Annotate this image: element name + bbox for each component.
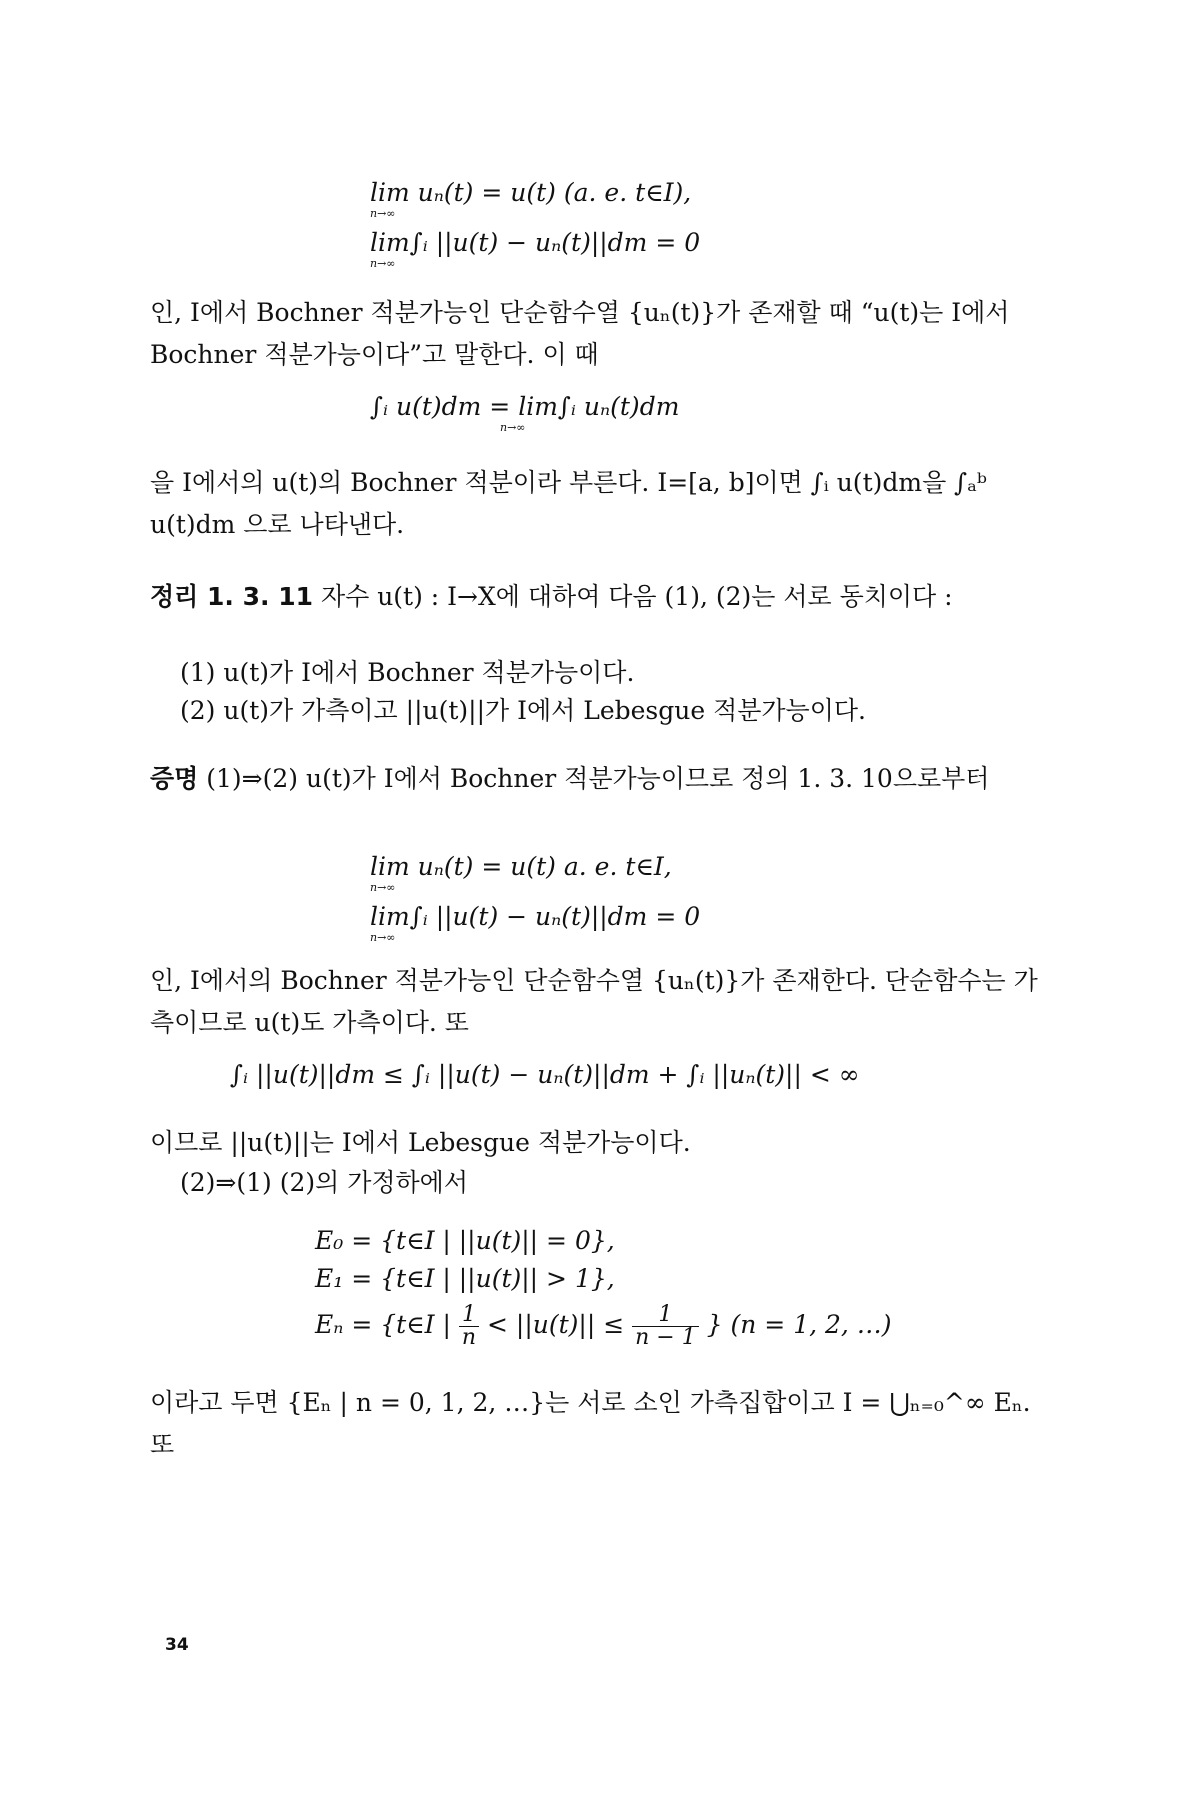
equation-line: lim∫ᵢ ||u(t) − uₙ(t)||dm = 0 bbox=[370, 902, 701, 931]
proof-text: (1)⇒(2) u(t)가 I에서 Bochner 적분가능이므로 정의 1. 3. 10으로부터 bbox=[206, 764, 990, 793]
equation-subscript: n→∞ bbox=[500, 421, 526, 434]
equation-inequality: ∫ᵢ ||u(t)||dm ≤ ∫ᵢ ||u(t) − uₙ(t)||dm + ∫ᵢ ||uₙ(t)|| < ∞ bbox=[230, 1060, 860, 1089]
fraction-1-over-n-minus-1 bbox=[632, 1304, 699, 1349]
equation-subscript: n→∞ bbox=[370, 881, 396, 894]
theorem-statement: 자수 u(t) : I→X에 대하여 다음 (1), (2)는 서로 동치이다 : bbox=[320, 582, 953, 611]
set-en-right: } (n = 1, 2, …) bbox=[706, 1310, 892, 1339]
theorem-item-2: (2) u(t)가 가측이고 ||u(t)||가 I에서 Lebesgue 적분가능이다. bbox=[180, 696, 866, 725]
page-number: 34 bbox=[165, 1635, 189, 1655]
paragraph-simple-function: 인, I에서의 Bochner 적분가능인 단순함수열 {uₙ(t)}가 존재한다. 단순함수는 가측이므로 u(t)도 가측이다. 또 bbox=[150, 966, 1038, 1037]
equation-subscript: n→∞ bbox=[370, 257, 396, 270]
equation-line: lim uₙ(t) = u(t) (a. e. t∈I), bbox=[370, 178, 692, 207]
proof-block bbox=[150, 758, 1050, 800]
equation-integral-1 bbox=[370, 228, 700, 270]
paragraph-notation: 을 I에서의 u(t)의 Bochner 적분이라 부른다. I=[a, b]이면 ∫ᵢ u(t)dm을 ∫ₐᵇ u(t)dm 으로 나타낸다. bbox=[150, 468, 987, 539]
equation-line: lim uₙ(t) = u(t) a. e. t∈I, bbox=[370, 852, 672, 881]
paragraph-lebesgue: 이므로 ||u(t)||는 I에서 Lebesgue 적분가능이다. bbox=[150, 1128, 691, 1157]
equation-integral-2 bbox=[370, 902, 700, 944]
equation-line: ∫ᵢ u(t)dm = lim∫ᵢ uₙ(t)dm bbox=[370, 392, 680, 421]
theorem-block bbox=[150, 576, 1050, 618]
fraction-numerator: 1 bbox=[459, 1304, 479, 1327]
paragraph-converse: (2)⇒(1) (2)의 가정하에서 bbox=[180, 1168, 468, 1197]
equation-limit-1 bbox=[370, 178, 691, 220]
fraction-numerator: 1 bbox=[632, 1304, 699, 1327]
equation-subscript: n→∞ bbox=[370, 207, 396, 220]
theorem-item-1: (1) u(t)가 I에서 Bochner 적분가능이다. bbox=[180, 658, 635, 687]
paragraph-disjoint-sets: 이라고 두면 {Eₙ | n = 0, 1, 2, …}는 서로 소인 가측집합이고 I = ⋃ₙ₌₀^∞ Eₙ. 또 bbox=[150, 1388, 1031, 1459]
equation-limit-2 bbox=[370, 852, 672, 894]
paragraph-definition: 인, I에서 Bochner 적분가능인 단순함수열 {uₙ(t)}가 존재할 때 “u(t)는 I에서 Bochner 적분가능이다”고 말한다. 이 때 bbox=[150, 298, 1010, 369]
fraction-denominator: n bbox=[461, 1325, 477, 1350]
fraction-1-over-n bbox=[459, 1304, 479, 1349]
set-en-middle: < ||u(t)|| ≤ bbox=[487, 1310, 625, 1339]
proof-label: 증명 bbox=[150, 764, 199, 793]
set-en-left: Eₙ = {t∈I | bbox=[315, 1310, 451, 1339]
equation-set-e0: E₀ = {t∈I | ||u(t)|| = 0}, bbox=[315, 1226, 615, 1255]
equation-set-en bbox=[315, 1300, 892, 1350]
theorem-label: 정리 1. 3. 11 bbox=[150, 582, 313, 611]
fraction-denominator: n − 1 bbox=[635, 1325, 696, 1350]
equation-subscript: n→∞ bbox=[370, 931, 396, 944]
equation-set-e1: E₁ = {t∈I | ||u(t)|| > 1}, bbox=[315, 1264, 615, 1293]
equation-line: lim∫ᵢ ||u(t) − uₙ(t)||dm = 0 bbox=[370, 228, 701, 257]
equation-bochner-integral bbox=[370, 392, 679, 434]
